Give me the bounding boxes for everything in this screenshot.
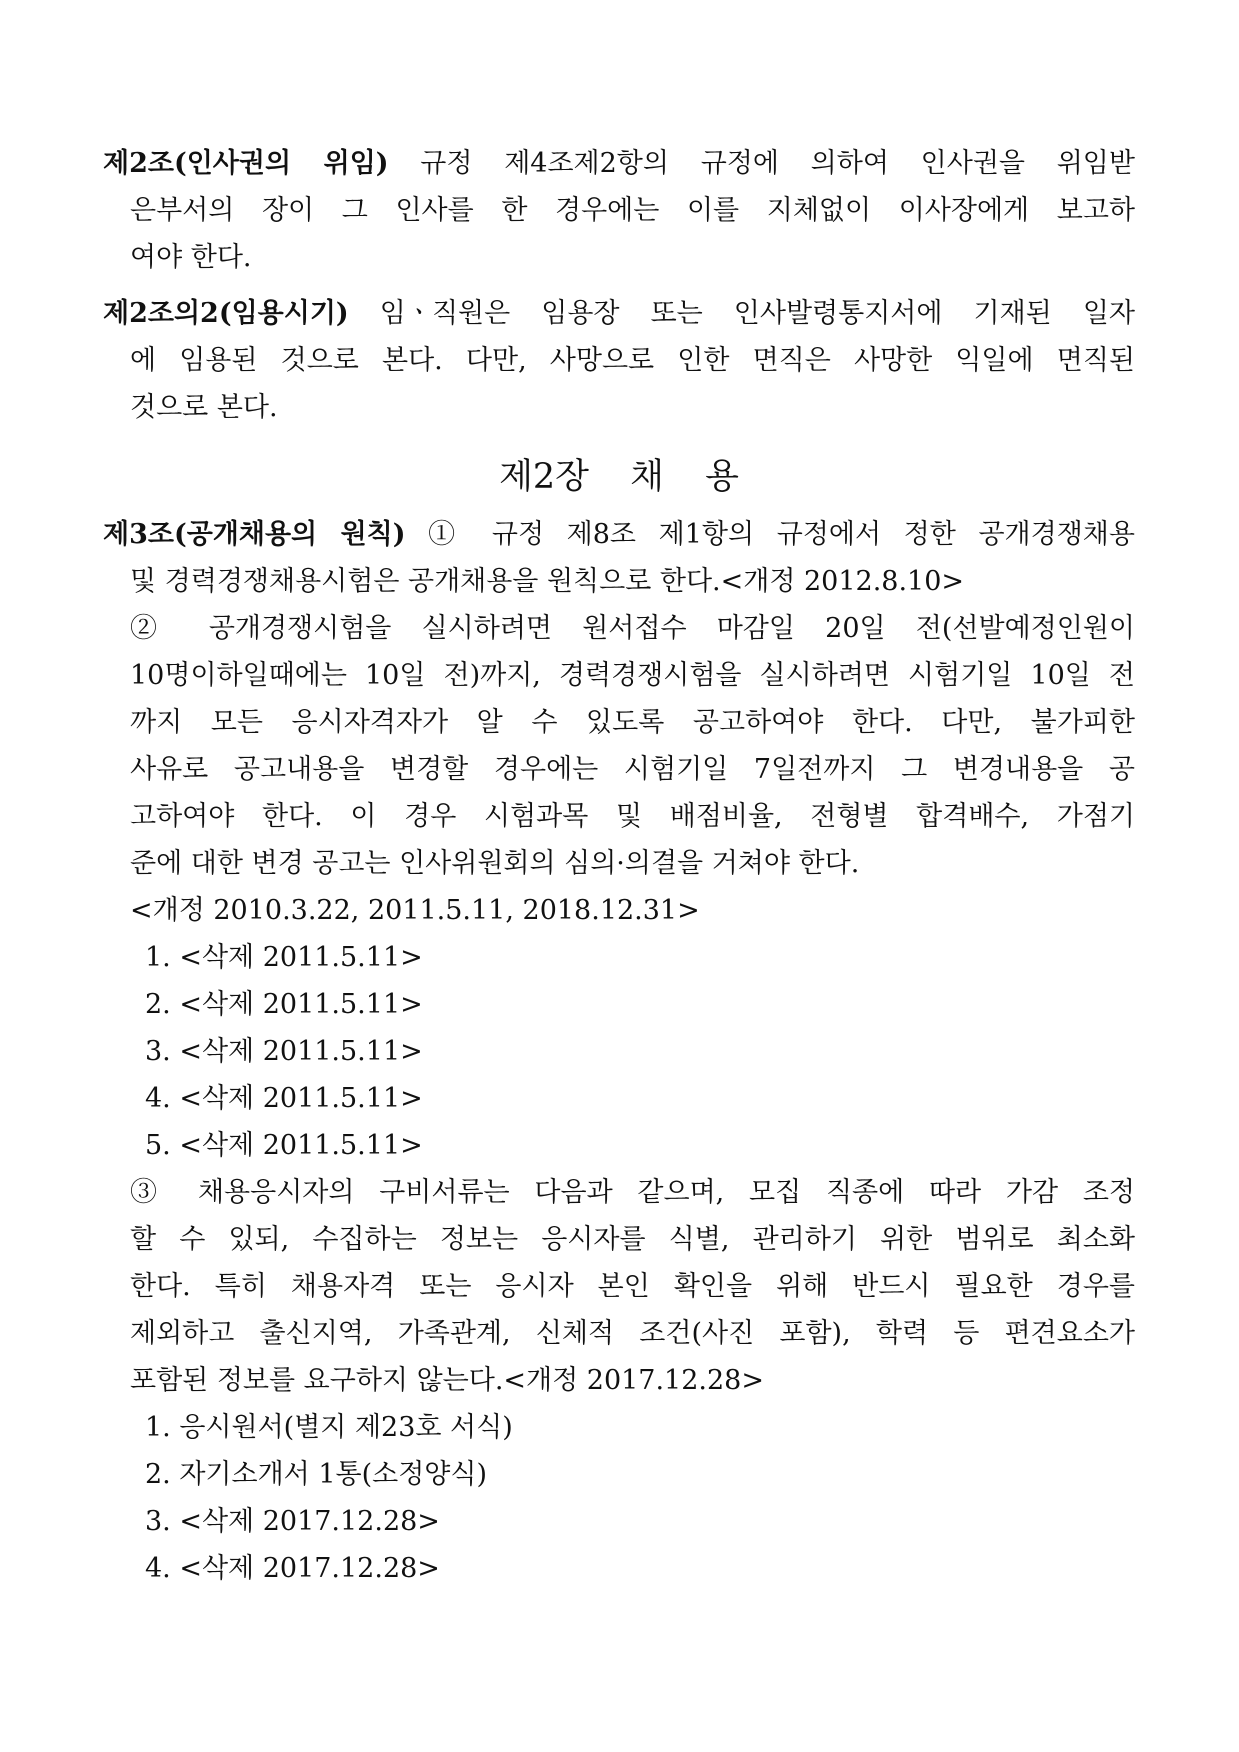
list-item: 2. <삭제 2011.5.11> xyxy=(145,989,423,1020)
article-3-heading: 제3조(공개채용의 원칙) xyxy=(103,519,406,550)
article-3 xyxy=(103,511,1135,1592)
article-2-2-heading: 제2조의2(임용시기) xyxy=(103,298,349,329)
article-3-p2-line-5: 고하여야 한다. 이 경우 시험과목 및 배점비율, 전형별 합격배수, 가점기 xyxy=(130,801,1135,832)
article-3-p3-line-3: 한다. 특히 채용자격 또는 응시자 본인 확인을 위해 반드시 필요한 경우를 xyxy=(130,1271,1135,1302)
list-item: 3. <삭제 2017.12.28> xyxy=(145,1506,440,1537)
list-item: 2. 자기소개서 1통(소정양식) xyxy=(145,1459,487,1490)
article-3-p1-line-2: 및 경력경쟁채용시험은 공개채용을 원칙으로 한다.<개정 2012.8.10> xyxy=(130,566,965,597)
article-3-p2-line-1: ② 공개경쟁시험을 실시하려면 원서접수 마감일 20일 전(선발예정인원이 xyxy=(130,613,1135,644)
article-3-p2-line-4: 사유로 공고내용을 변경할 경우에는 시험기일 7일전까지 그 변경내용을 공 xyxy=(130,754,1135,785)
article-3-p2-line-6: 준에 대한 변경 공고는 인사위원회의 심의·의결을 거쳐야 한다. xyxy=(130,848,860,879)
article-3-p1-text-1: ① 규정 제8조 제1항의 규정에서 정한 공개경쟁채용 xyxy=(428,519,1135,550)
article-2-2-line-3: 것으로 본다. xyxy=(130,392,278,423)
list-item: 5. <삭제 2011.5.11> xyxy=(145,1130,423,1161)
article-2-2 xyxy=(103,290,1135,431)
article-3-p2-line-7: <개정 2010.3.22, 2011.5.11, 2018.12.31> xyxy=(130,895,700,926)
chapter-char-2: 용 xyxy=(705,457,739,497)
list-item: 4. <삭제 2017.12.28> xyxy=(145,1553,440,1584)
article-2 xyxy=(103,140,1135,281)
chapter-title xyxy=(103,445,1135,509)
list-item: 4. <삭제 2011.5.11> xyxy=(145,1083,423,1114)
chapter-char-1: 채 xyxy=(630,457,664,497)
article-2-2-line-2: 에 임용된 것으로 본다. 다만, 사망으로 인한 면직은 사망한 익일에 면직된 xyxy=(130,345,1135,376)
article-2-text-1: 규정 제4조제2항의 규정에 의하여 인사권을 위임받 xyxy=(420,148,1135,179)
list-item: 3. <삭제 2011.5.11> xyxy=(145,1036,423,1067)
list-item: 1. 응시원서(별지 제23호 서식) xyxy=(145,1412,513,1443)
article-3-p3-line-1: ③ 채용응시자의 구비서류는 다음과 같으며, 모집 직종에 따라 가감 조정 xyxy=(130,1177,1135,1208)
article-2-2-line-1 xyxy=(103,290,1135,337)
article-3-p3-line-5: 포함된 정보를 요구하지 않는다.<개정 2017.12.28> xyxy=(130,1365,764,1396)
article-2-line-1 xyxy=(103,140,1135,187)
list-item: 1. <삭제 2011.5.11> xyxy=(145,942,423,973)
article-2-line-3: 여야 한다. xyxy=(130,242,252,273)
article-2-heading: 제2조(인사권의 위임) xyxy=(103,148,389,179)
article-3-line-1 xyxy=(103,511,1135,558)
document-page xyxy=(103,140,1135,1592)
article-2-line-2: 은부서의 장이 그 인사를 한 경우에는 이를 지체없이 이사장에게 보고하 xyxy=(130,195,1135,226)
article-3-p2-line-2: 10명이하일때에는 10일 전)까지, 경력경쟁시험을 실시하려면 시험기일 10일 전 xyxy=(130,660,1135,691)
article-3-p3-line-4: 제외하고 출신지역, 가족관계, 신체적 조건(사진 포함), 학력 등 편견요소가 xyxy=(130,1318,1135,1349)
article-3-p2-line-3: 까지 모든 응시자격자가 알 수 있도록 공고하여야 한다. 다만, 불가피한 xyxy=(130,707,1135,738)
article-2-2-text-1: 임ㆍ직원은 임용장 또는 인사발령통지서에 기재된 일자 xyxy=(379,298,1135,329)
article-3-p3-line-2: 할 수 있되, 수집하는 정보는 응시자를 식별, 관리하기 위한 범위로 최소화 xyxy=(130,1224,1135,1255)
chapter-number: 제2장 xyxy=(499,457,589,497)
